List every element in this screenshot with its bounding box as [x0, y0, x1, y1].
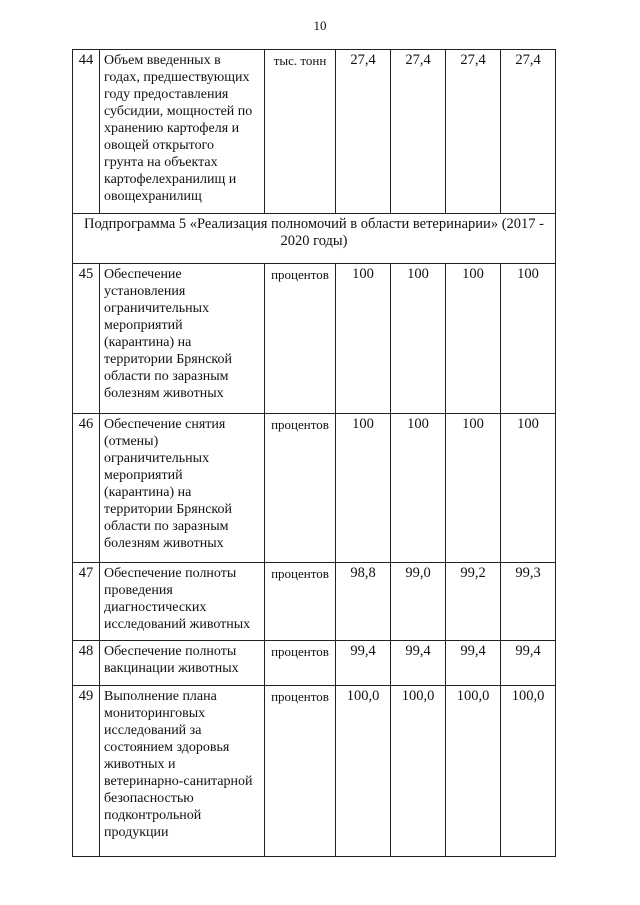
row-number: 46 [73, 414, 100, 563]
value-cell: 100 [391, 264, 446, 414]
value-cell: 27,4 [336, 50, 391, 214]
value-cell: 27,4 [446, 50, 501, 214]
value-cell: 100 [446, 264, 501, 414]
table-row [73, 563, 556, 641]
value-cell: 99,2 [446, 563, 501, 641]
table-row [73, 414, 556, 563]
value-cell: 27,4 [391, 50, 446, 214]
page-number: 10 [313, 18, 327, 33]
value-cell: 100 [336, 414, 391, 563]
row-number: 48 [73, 641, 100, 686]
value-cell: 100,0 [391, 686, 446, 857]
table-row [73, 641, 556, 686]
row-number: 45 [73, 264, 100, 414]
unit-cell: процентов [265, 641, 336, 686]
value-cell: 99,3 [501, 563, 556, 641]
subprogram-title: Подпрограмма 5 «Реализация полномочий в области ветеринарии» (2017 - 2020 годы) [73, 214, 556, 264]
value-cell: 98,8 [336, 563, 391, 641]
value-cell: 100,0 [501, 686, 556, 857]
unit-cell: процентов [265, 686, 336, 857]
row-number: 44 [73, 50, 100, 214]
indicators-table [72, 49, 556, 857]
table-row [73, 686, 556, 857]
value-cell: 99,4 [446, 641, 501, 686]
value-cell: 99,4 [391, 641, 446, 686]
row-number: 47 [73, 563, 100, 641]
subprogram-row [73, 214, 556, 264]
unit-cell: процентов [265, 264, 336, 414]
value-cell: 100,0 [336, 686, 391, 857]
indicator-name: Обеспечение установления ограничительных мероприятий (карантина) на территории Брянской области по заразным болезням животных [100, 264, 265, 414]
value-cell: 100 [446, 414, 501, 563]
table-row [73, 264, 556, 414]
value-cell: 100 [501, 414, 556, 563]
indicator-name: Объем введенных в годах, предшествующих году предоставления субсидии, мощностей по хранению картофеля и овощей открытого грунта на объектах картофелехранилищ и овощехранилищ [100, 50, 265, 214]
value-cell: 100 [501, 264, 556, 414]
indicator-name: Обеспечение полноты вакцинации животных [100, 641, 265, 686]
row-number: 49 [73, 686, 100, 857]
indicator-name: Обеспечение снятия (отмены) ограничительных мероприятий (карантина) на территории Брянской области по заразным болезням животных [100, 414, 265, 563]
value-cell: 99,4 [336, 641, 391, 686]
value-cell: 99,4 [501, 641, 556, 686]
indicator-name: Обеспечение полноты проведения диагностических исследований животных [100, 563, 265, 641]
unit-cell: процентов [265, 563, 336, 641]
unit-cell: процентов [265, 414, 336, 563]
table-row [73, 50, 556, 214]
value-cell: 100 [336, 264, 391, 414]
value-cell: 99,0 [391, 563, 446, 641]
unit-cell: тыс. тонн [265, 50, 336, 214]
value-cell: 100,0 [446, 686, 501, 857]
value-cell: 27,4 [501, 50, 556, 214]
value-cell: 100 [391, 414, 446, 563]
indicator-name: Выполнение плана мониторинговых исследований за состоянием здоровья животных и ветеринарно-санитарной безопасностью подконтрольной продукции [100, 686, 265, 857]
